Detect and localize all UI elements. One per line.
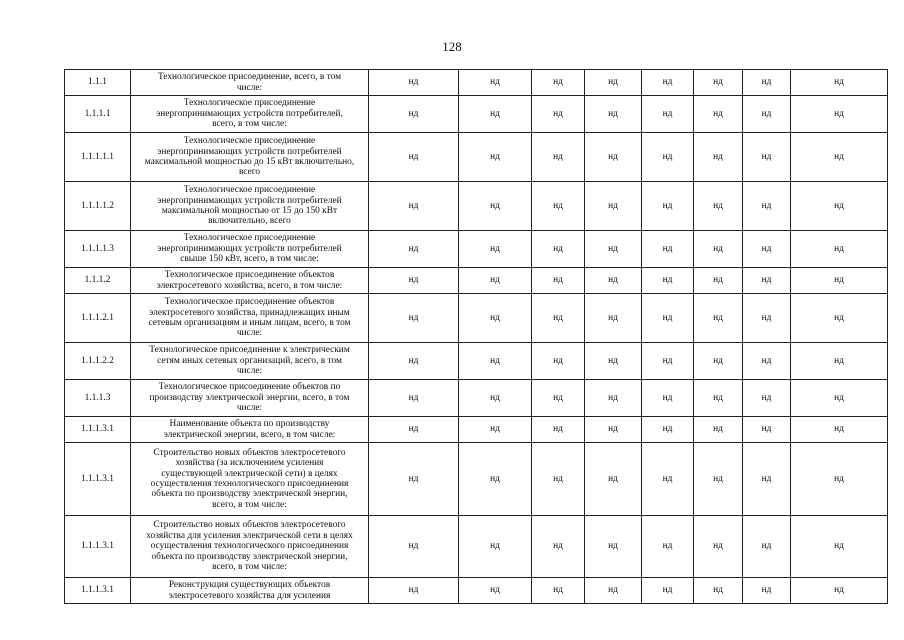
description-line: всего, в том числе: xyxy=(212,499,287,510)
value-cell: нд xyxy=(642,443,694,516)
description-line: Технологическое присоединение объектов xyxy=(164,297,335,308)
value-cell: нд xyxy=(532,70,585,96)
value-cell: нд xyxy=(459,133,532,182)
value-cell: нд xyxy=(743,516,791,578)
value-cell: нд xyxy=(369,96,459,133)
table-row xyxy=(65,133,888,182)
row-description xyxy=(131,133,369,182)
row-code: 1.1.1.2 xyxy=(65,268,131,294)
table-row xyxy=(65,96,888,133)
description-line: энергопринимающих устройств потребителей xyxy=(157,146,342,157)
value-cell: нд xyxy=(459,443,532,516)
value-cell: нд xyxy=(585,231,642,268)
value-cell: нд xyxy=(642,133,694,182)
row-code: 1.1.1.1.1 xyxy=(65,133,131,182)
value-cell: нд xyxy=(694,516,743,578)
table-row xyxy=(65,268,888,294)
description-line: осуществления технологического присоединения xyxy=(150,479,349,489)
value-cell: нд xyxy=(459,231,532,268)
value-cell: нд xyxy=(642,268,694,294)
value-cell: нд xyxy=(585,516,642,578)
description-line: Технологическое присоединение к электрическим xyxy=(149,345,350,356)
value-cell: нд xyxy=(459,516,532,578)
value-cell: нд xyxy=(585,417,642,443)
value-cell: нд xyxy=(585,96,642,133)
value-cell: нд xyxy=(532,231,585,268)
description-line: включительно, всего xyxy=(208,216,291,227)
row-description xyxy=(131,294,369,343)
description-line: Строительство новых объектов электросетевого xyxy=(153,447,346,458)
value-cell: нд xyxy=(743,294,791,343)
description-line: сетевым организациям и иным лицам, всего, в том xyxy=(148,318,351,328)
value-cell: нд xyxy=(791,133,888,182)
value-cell: нд xyxy=(743,578,791,604)
description-line: энергопринимающих устройств потребителей xyxy=(157,243,342,254)
row-code: 1.1.1.3 xyxy=(65,380,131,417)
description-line: сетям иных сетевых организаций, всего, в том xyxy=(157,355,342,366)
description-line: максимальной мощностью до 15 кВт включительно, xyxy=(144,157,355,167)
row-description xyxy=(131,380,369,417)
row-code: 1.1.1.1 xyxy=(65,96,131,133)
row-code: 1.1.1 xyxy=(65,70,131,96)
description-line: всего, в том числе: xyxy=(212,119,287,130)
value-cell: нд xyxy=(791,443,888,516)
value-cell: нд xyxy=(694,96,743,133)
value-cell: нд xyxy=(369,268,459,294)
description-line: Технологическое присоединение объектов xyxy=(164,270,335,281)
value-cell: нд xyxy=(791,516,888,578)
row-description xyxy=(131,443,369,516)
value-cell: нд xyxy=(743,231,791,268)
value-cell: нд xyxy=(532,133,585,182)
value-cell: нд xyxy=(585,294,642,343)
value-cell: нд xyxy=(459,96,532,133)
value-cell: нд xyxy=(459,70,532,96)
table-row xyxy=(65,343,888,380)
row-code: 1.1.1.3.1 xyxy=(65,417,131,443)
description-line: числе: xyxy=(236,366,263,377)
table-row xyxy=(65,294,888,343)
row-code: 1.1.1.2.2 xyxy=(65,343,131,380)
value-cell: нд xyxy=(791,294,888,343)
description-line: Технологическое присоединение xyxy=(183,233,316,244)
table-row xyxy=(65,380,888,417)
value-cell: нд xyxy=(743,133,791,182)
value-cell: нд xyxy=(585,182,642,231)
value-cell: нд xyxy=(642,578,694,604)
value-cell: нд xyxy=(743,96,791,133)
value-cell: нд xyxy=(642,516,694,578)
description-line: Технологическое присоединение xyxy=(183,136,316,147)
row-description xyxy=(131,417,369,443)
value-cell: нд xyxy=(585,578,642,604)
row-code: 1.1.1.3.1 xyxy=(65,443,131,516)
value-cell: нд xyxy=(459,294,532,343)
value-cell: нд xyxy=(459,182,532,231)
row-code: 1.1.1.2.1 xyxy=(65,294,131,343)
value-cell: нд xyxy=(694,70,743,96)
value-cell: нд xyxy=(459,268,532,294)
table-row xyxy=(65,417,888,443)
table-row xyxy=(65,516,888,578)
description-line: Технологическое присоединение, всего, в том xyxy=(157,72,342,83)
value-cell: нд xyxy=(369,417,459,443)
row-code: 1.1.1.1.2 xyxy=(65,182,131,231)
value-cell: нд xyxy=(694,343,743,380)
data-table xyxy=(64,69,888,604)
table-row xyxy=(65,231,888,268)
row-code: 1.1.1.3.1 xyxy=(65,578,131,604)
description-line: хозяйства (за исключением усиления xyxy=(175,458,324,469)
row-description xyxy=(131,343,369,380)
value-cell: нд xyxy=(459,380,532,417)
value-cell: нд xyxy=(694,294,743,343)
value-cell: нд xyxy=(532,380,585,417)
value-cell: нд xyxy=(369,70,459,96)
value-cell: нд xyxy=(791,380,888,417)
description-line: Технологическое присоединение xyxy=(183,98,316,109)
value-cell: нд xyxy=(532,516,585,578)
page-number: 128 xyxy=(442,39,462,54)
value-cell: нд xyxy=(532,443,585,516)
description-line: существующей электрической сети) в целях xyxy=(161,468,338,479)
value-cell: нд xyxy=(743,268,791,294)
description-line: Технологическое присоединение xyxy=(183,185,316,196)
row-description xyxy=(131,516,369,578)
table-row xyxy=(65,182,888,231)
value-cell: нд xyxy=(369,380,459,417)
value-cell: нд xyxy=(585,133,642,182)
table-row xyxy=(65,443,888,516)
value-cell: нд xyxy=(743,343,791,380)
value-cell: нд xyxy=(694,417,743,443)
value-cell: нд xyxy=(694,443,743,516)
value-cell: нд xyxy=(694,231,743,268)
value-cell: нд xyxy=(369,443,459,516)
value-cell: нд xyxy=(642,70,694,96)
description-line: объекта по производству электрической энергии, xyxy=(151,551,348,562)
value-cell: нд xyxy=(532,417,585,443)
value-cell: нд xyxy=(694,182,743,231)
description-line: осуществления технологического присоединения xyxy=(150,541,349,552)
value-cell: нд xyxy=(791,182,888,231)
value-cell: нд xyxy=(791,417,888,443)
value-cell: нд xyxy=(459,417,532,443)
value-cell: нд xyxy=(791,231,888,268)
value-cell: нд xyxy=(642,182,694,231)
row-description xyxy=(131,70,369,96)
value-cell: нд xyxy=(532,294,585,343)
value-cell: нд xyxy=(369,294,459,343)
description-line: всего, в том числе: xyxy=(212,562,287,573)
table-row xyxy=(65,578,888,604)
value-cell: нд xyxy=(791,578,888,604)
value-cell: нд xyxy=(532,182,585,231)
value-cell: нд xyxy=(642,294,694,343)
value-cell: нд xyxy=(532,578,585,604)
value-cell: нд xyxy=(791,343,888,380)
description-line: хозяйства для усиления электрической сети в целях xyxy=(146,530,353,541)
row-description xyxy=(131,96,369,133)
value-cell: нд xyxy=(532,96,585,133)
description-line: Реконструкция существующих объектов xyxy=(168,580,331,591)
value-cell: нд xyxy=(743,380,791,417)
value-cell: нд xyxy=(743,182,791,231)
description-line: электрической энергии, всего, в том числе: xyxy=(163,429,336,440)
row-description xyxy=(131,231,369,268)
value-cell: нд xyxy=(642,96,694,133)
row-description xyxy=(131,182,369,231)
value-cell: нд xyxy=(694,268,743,294)
value-cell: нд xyxy=(585,443,642,516)
value-cell: нд xyxy=(369,182,459,231)
description-line: электросетевого хозяйства, всего, в том числе: xyxy=(156,280,343,291)
value-cell: нд xyxy=(532,343,585,380)
value-cell: нд xyxy=(642,380,694,417)
value-cell: нд xyxy=(459,343,532,380)
description-line: Строительство новых объектов электросетевого xyxy=(153,520,346,531)
description-line: энергопринимающих устройств потребителей xyxy=(157,195,342,206)
description-line: электросетевого хозяйства для усиления xyxy=(168,590,331,601)
description-line: свыше 150 кВт, всего, в том числе: xyxy=(180,254,319,265)
row-description xyxy=(131,578,369,604)
description-line: Наименование объекта по производству xyxy=(169,419,330,430)
value-cell: нд xyxy=(642,417,694,443)
description-line: всего xyxy=(238,167,261,178)
value-cell: нд xyxy=(791,70,888,96)
row-code: 1.1.1.1.3 xyxy=(65,231,131,268)
value-cell: нд xyxy=(459,578,532,604)
value-cell: нд xyxy=(743,70,791,96)
value-cell: нд xyxy=(743,443,791,516)
row-code: 1.1.1.3.1 xyxy=(65,516,131,578)
value-cell: нд xyxy=(585,70,642,96)
description-line: числе: xyxy=(236,328,263,339)
value-cell: нд xyxy=(642,343,694,380)
value-cell: нд xyxy=(369,231,459,268)
table-row xyxy=(65,70,888,96)
description-line: числе: xyxy=(236,82,263,93)
description-line: производству электрической энергии, всего, в том xyxy=(149,392,350,403)
value-cell: нд xyxy=(369,133,459,182)
description-line: максимальной мощностью от 15 до 150 кВт xyxy=(161,206,338,216)
value-cell: нд xyxy=(642,231,694,268)
description-line: энергопринимающих устройств потребителей, xyxy=(156,108,343,119)
value-cell: нд xyxy=(585,380,642,417)
value-cell: нд xyxy=(694,578,743,604)
value-cell: нд xyxy=(791,96,888,133)
value-cell: нд xyxy=(694,380,743,417)
description-line: объекта по производству электрической энергии, xyxy=(151,489,348,500)
value-cell: нд xyxy=(585,343,642,380)
value-cell: нд xyxy=(694,133,743,182)
value-cell: нд xyxy=(369,516,459,578)
value-cell: нд xyxy=(369,343,459,380)
row-description xyxy=(131,268,369,294)
description-line: электросетевого хозяйства, принадлежащих иным xyxy=(149,307,350,318)
description-line: числе: xyxy=(236,403,263,414)
value-cell: нд xyxy=(369,578,459,604)
value-cell: нд xyxy=(743,417,791,443)
value-cell: нд xyxy=(532,268,585,294)
value-cell: нд xyxy=(585,268,642,294)
value-cell: нд xyxy=(791,268,888,294)
description-line: Технологическое присоединение объектов по xyxy=(158,382,341,393)
